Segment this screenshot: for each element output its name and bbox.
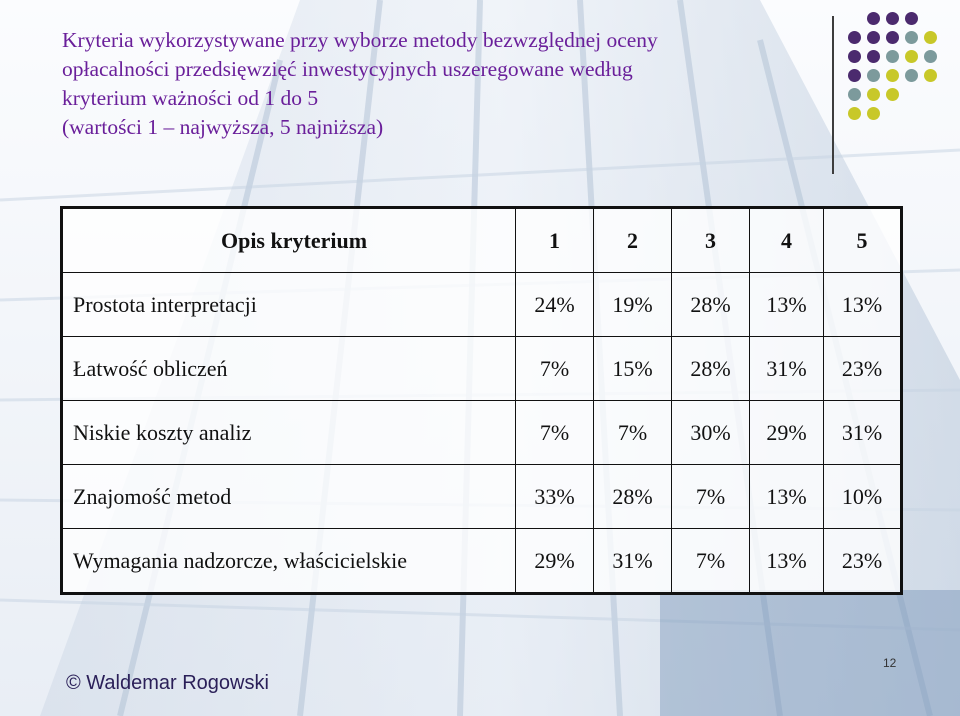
title-line: kryterium ważności od 1 do 5 <box>62 86 319 110</box>
decorative-dot <box>924 50 937 63</box>
header-description: Opis kryterium <box>62 208 516 273</box>
decorative-dot <box>848 50 861 63</box>
decorative-dot <box>867 88 880 101</box>
decorative-dot <box>848 31 861 44</box>
table-cell: 19% <box>594 273 672 337</box>
decorative-dot <box>848 107 861 120</box>
decorative-dot <box>905 69 918 82</box>
table-row <box>62 529 902 594</box>
row-label: Znajomość metod <box>62 465 516 529</box>
table-row <box>62 401 902 465</box>
table-cell: 7% <box>672 465 750 529</box>
table-cell: 29% <box>750 401 824 465</box>
table-cell: 31% <box>824 401 902 465</box>
author-footer: © Waldemar Rogowski <box>66 672 269 694</box>
header-rank-2: 2 <box>594 208 672 273</box>
table-row <box>62 337 902 401</box>
decorative-dot <box>886 88 899 101</box>
table-cell: 7% <box>594 401 672 465</box>
slide-title <box>62 26 822 142</box>
table-cell: 13% <box>824 273 902 337</box>
decorative-dot <box>867 12 880 25</box>
table-cell: 28% <box>672 273 750 337</box>
row-label: Wymagania nadzorcze, właścicielskie <box>62 529 516 594</box>
decorative-dot <box>867 69 880 82</box>
table-cell: 30% <box>672 401 750 465</box>
decorative-dot <box>924 69 937 82</box>
table-row <box>62 273 902 337</box>
table-cell: 31% <box>750 337 824 401</box>
table-cell: 31% <box>594 529 672 594</box>
decorative-dot <box>886 12 899 25</box>
table-cell: 23% <box>824 337 902 401</box>
header-rank-5: 5 <box>824 208 902 273</box>
table-cell: 10% <box>824 465 902 529</box>
decorative-dot <box>886 50 899 63</box>
row-label: Niskie koszty analiz <box>62 401 516 465</box>
decorative-dot <box>924 31 937 44</box>
table-cell: 24% <box>516 273 594 337</box>
decorative-dot <box>886 31 899 44</box>
table-cell: 7% <box>516 401 594 465</box>
table-cell: 28% <box>594 465 672 529</box>
decorative-dot <box>867 50 880 63</box>
table-cell: 33% <box>516 465 594 529</box>
row-label: Prostota interpretacji <box>62 273 516 337</box>
criteria-table <box>60 206 903 595</box>
decorative-dot <box>886 69 899 82</box>
header-rank-1: 1 <box>516 208 594 273</box>
header-rank-3: 3 <box>672 208 750 273</box>
table-cell: 15% <box>594 337 672 401</box>
row-label: Łatwość obliczeń <box>62 337 516 401</box>
decorative-dot <box>905 50 918 63</box>
decorative-dot <box>905 12 918 25</box>
title-line: (wartości 1 – najwyższa, 5 najniższa) <box>62 115 384 139</box>
table-cell: 29% <box>516 529 594 594</box>
table-cell: 13% <box>750 465 824 529</box>
title-line: Kryteria wykorzystywane przy wyborze metody bezwzględnej oceny <box>62 28 658 52</box>
table-cell: 7% <box>516 337 594 401</box>
decorative-dot <box>867 107 880 120</box>
decorative-dot <box>867 31 880 44</box>
title-line: opłacalności przedsięwzięć inwestycyjnych uszeregowane według <box>62 57 633 81</box>
decorative-dots <box>848 12 948 142</box>
decorative-dot <box>848 88 861 101</box>
table-cell: 23% <box>824 529 902 594</box>
table-cell: 13% <box>750 529 824 594</box>
header-rank-4: 4 <box>750 208 824 273</box>
table-cell: 7% <box>672 529 750 594</box>
decorative-dot <box>905 31 918 44</box>
table-row <box>62 465 902 529</box>
divider-line <box>832 16 834 174</box>
table-cell: 13% <box>750 273 824 337</box>
table-cell: 28% <box>672 337 750 401</box>
page-number: 12 <box>883 656 897 670</box>
decorative-dot <box>848 69 861 82</box>
table-header-row <box>62 208 902 273</box>
